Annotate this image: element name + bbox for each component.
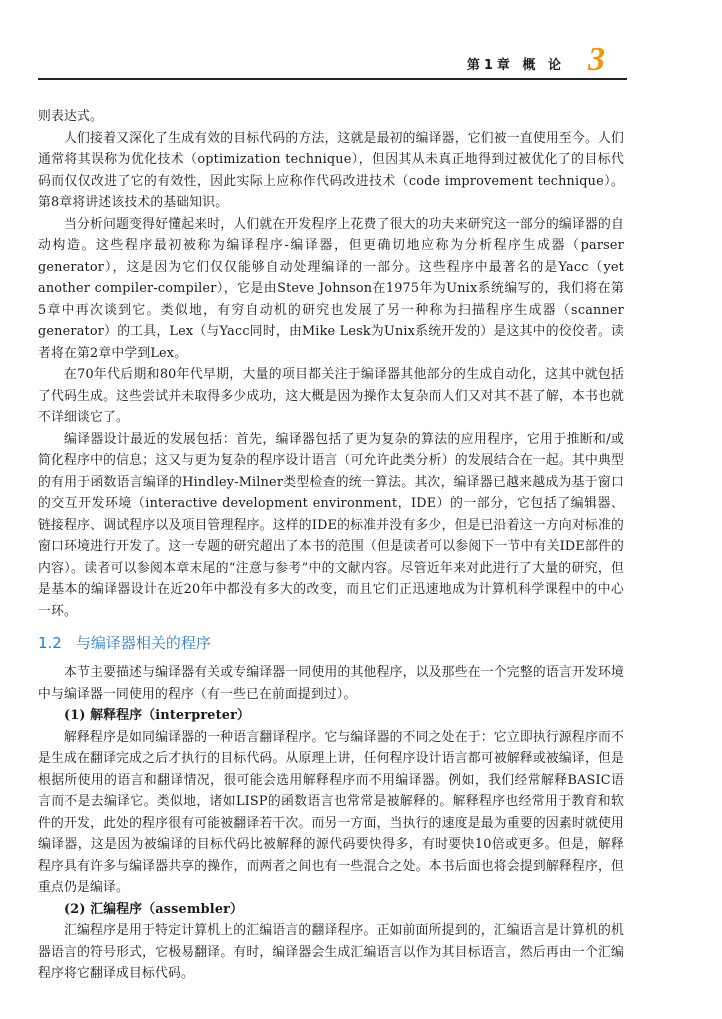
section-title: 与编译器相关的程序 [75,634,211,652]
paragraph-code-generation: 在70年代后期和80年代早期，大量的项目都关注于编译器其他部分的生成自动化，这其中就包括了代码生成。这些尝试并未取得多少成功，这大概是因为操作太复杂而人们又对其不甚了解，本书也就不详细谈它了。 [38,367,624,425]
page-body [38,106,624,985]
paragraph-section-intro: 本节主要描述与编译器有关或专编译器一同使用的其他程序，以及那些在一个完整的语言开发环境中与编译器一同使用的程序（有一些已在前面提到过）。 [38,665,624,702]
section-heading [38,630,624,656]
paragraph-assembler: 汇编程序是用于特定计算机上的汇编语言的翻译程序。正如前面所提到的，汇编语言是计算机的机器语言的符号形式，它极易翻译。有时，编译器会生成汇编语言以作为其目标语言，然后再由一个汇编程序将它翻译成目标代码。 [38,923,624,981]
paragraph-continuation: 则表达式。 [38,109,103,124]
paragraph-interpreter: 解释程序是如同编译器的一种语言翻译程序。它与编译器的不同之处在于：它立即执行源程序而不是生成在翻译完成之后才执行的目标代码。从原理上讲，任何程序设计语言都可被解释或被编译，但是根据所使用的语言和翻译情况，很可能会选用解释程序而不用编译器。例如，我们经常解释BASIC语言而不是去编译它。类似地，诸如LISP的函数语言也常常是被解释的。解释程序也经常用于教育和软件的开发，此处的程序很有可能被翻译若干次。而另一方面，当执行的速度是最为重要的因素时就使用编译器，这是因为被编译的目标代码比被解释的源代码要快得多，有时要快10倍或更多。但是，解释程序具有许多与编译器共享的操作，而两者之间也有一些混合之处。本书后面也将会提到解释程序，但重点仍是编译。 [38,729,624,895]
subsection-assembler: (2) 汇编程序（assembler） [64,901,244,917]
subsection-interpreter: (1) 解释程序（interpreter） [64,708,251,723]
paragraph-parser-generator: 当分析问题变得好懂起来时，人们就在开发程序上花费了很大的功夫来研究这一部分的编译器的自动构造。这些程序最初被称为编译程序-编译器，但更确切地应称为分析程序生成器（parser generator），这是因为它们仅仅能够自动处理编译的一部分。这些程序中最著名的是Yacc（yet another compiler-compiler），它是由Steve Johnson在1975年为Unix系统编写的，我们将在第5章中再次谈到它。类似地，有穷自动机的研究也发展了另一种称为扫描程序生成器（scanner generator）的工具，Lex（与Yacc同时，由Mike Lesk为Unix系统开发的）是这其中的佼佼者。读者将在第2章中学到Lex。 [38,216,624,361]
chapter-title: 第1章 概 论 [466,58,565,73]
paragraph-optimization: 人们接着又深化了生成有效的目标代码的方法，这就是最初的编译器，它们被一直使用至今。人们通常将其误称为优化技术（optimization technique），但因其从未真正地得到过被优化了的目标代码而仅仅改进了它的有效性，因此实际上应称作代码改进技术（code improvement technique）。第8章将讲述该技术的基础知识。 [38,130,624,210]
section-number: 1.2 [38,634,62,652]
paragraph-recent-developments: 编译器设计最近的发展包括：首先，编译器包括了更为复杂的算法的应用程序，它用于推断和/或简化程序中的信息；这又与更为复杂的程序设计语言（可允许此类分析）的发展结合在一起。其中典型的有用于函数语言编译的Hindley-Milner类型检查的统一算法。其次，编译器已越来越成为基于窗口的交互开发环境（interactive development environment，IDE）的一部分，它包括了编辑器、链接程序、调试程序以及项目管理程序。这样的IDE的标准并没有多少，但是已沿着这一方向对标准的窗口环境进行开发了。这一专题的研究超出了本书的范围（但是读者可以参阅下一节中有关IDE部件的内容）。读者可以参阅本章末尾的“注意与参考”中的文献内容。尽管近年来对此进行了大量的研究，但是基本的编译器设计在近20年中都没有多大的改变，而且它们正迅速地成为计算机科学课程中的中心一环。 [38,431,624,619]
running-header [38,38,627,80]
page-number: 3 [588,41,605,78]
